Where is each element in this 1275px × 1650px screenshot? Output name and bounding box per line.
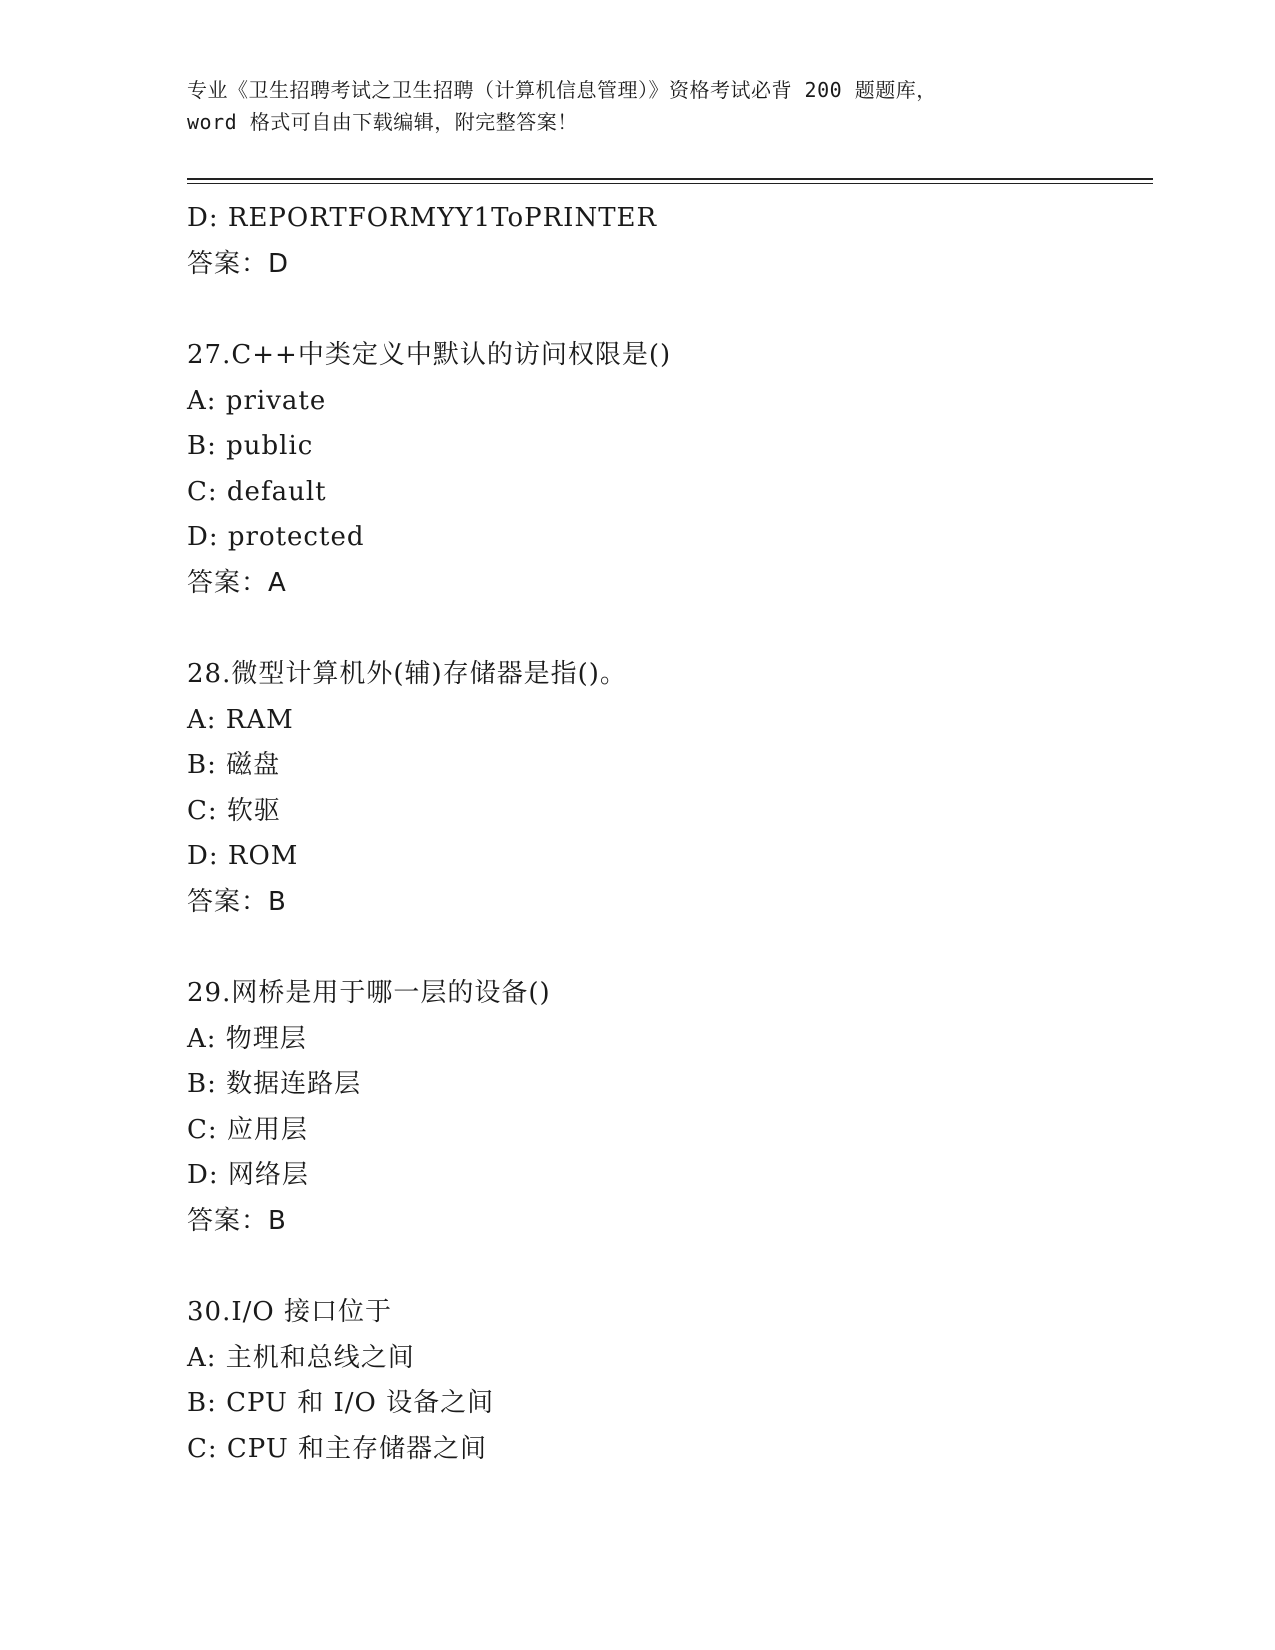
question-stem: 30.I/O 接口位于 [187, 1297, 392, 1327]
spacer [187, 925, 1147, 971]
option-line: D: ROM [187, 841, 299, 871]
question-stem: 28.微型计算机外(辅)存储器是指()。 [187, 659, 627, 689]
option-line: B: 磁盘 [187, 750, 281, 780]
spacer [187, 1244, 1147, 1290]
option-line: D: protected [187, 522, 365, 552]
option-line: C: 软驱 [187, 795, 281, 826]
option-line: A: 物理层 [187, 1023, 307, 1054]
answer-line: 答案：A [187, 567, 287, 598]
question-stem: 27.C++中类定义中默认的访问权限是() [187, 340, 672, 370]
option-line: B: 数据连路层 [187, 1069, 362, 1099]
option-line: C: 应用层 [187, 1114, 308, 1145]
spacer [187, 287, 1147, 333]
question-stem: 29.网桥是用于哪一层的设备() [187, 978, 551, 1008]
option-line: A: RAM [187, 704, 294, 735]
question-list [187, 196, 1147, 1472]
spacer [187, 606, 1147, 652]
header-divider-thick [187, 178, 1153, 180]
option-line: D: 网络层 [187, 1160, 309, 1190]
option-line: A: 主机和总线之间 [187, 1342, 415, 1373]
answer-line: 答案：B [187, 1205, 287, 1236]
option-line: C: CPU 和主存储器之间 [187, 1433, 488, 1464]
header-subtitle-line: word 格式可自由下载编辑，附完整答案！ [187, 110, 578, 134]
document-header [187, 74, 1147, 138]
answer-line: 答案：B [187, 886, 287, 917]
option-line: B: CPU 和 I/O 设备之间 [187, 1388, 495, 1418]
answer-line: 答案：D [187, 248, 290, 279]
option-line: B: public [187, 431, 314, 461]
option-line: A: private [187, 385, 327, 416]
option-line: C: default [187, 476, 327, 507]
header-divider-thin [187, 183, 1153, 184]
option-line: D: REPORTFORMYY1ToPRINTER [187, 203, 658, 233]
header-title-line: 专业《卫生招聘考试之卫生招聘（计算机信息管理）》资格考试必背 200 题题库， [187, 78, 937, 102]
